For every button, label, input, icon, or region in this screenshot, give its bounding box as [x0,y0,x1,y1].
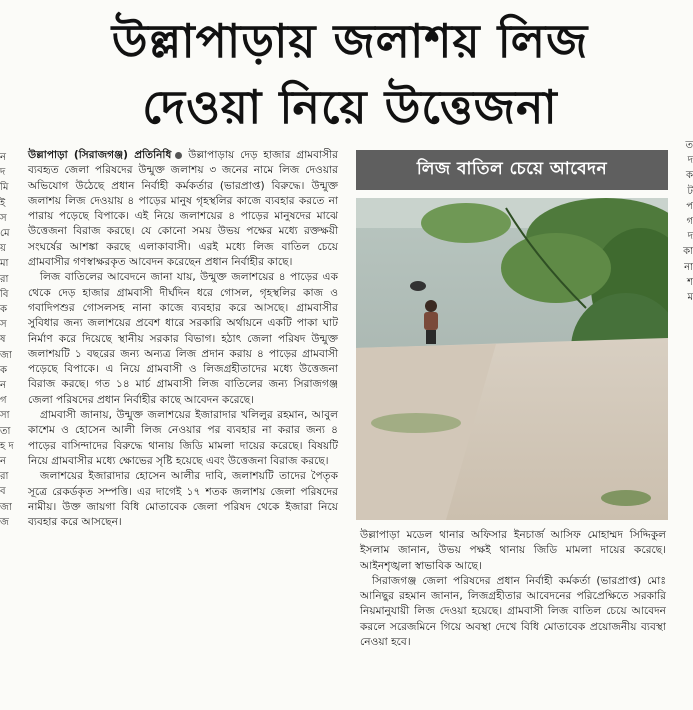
right-paragraph-2: সিরাজগঞ্জ জেলা পরিষদের প্রধান নির্বাহী কর্মকর্তা (ভারপ্রাপ্ত) মোঃ আনিছুর রহমান জানান, লিজগ্রহীতার আবেদনের পরিপ্রেক্ষিতে সরকারি নিয়মানুযায়ী লিজ দেওয়া হয়েছে। গ্রামবাসী লিজ বাতিল চেয়ে আবেদন করলে সরেজমিনে গিয়ে অবস্থা দেখে বিধি মোতাবেক প্রয়োজনীয় ব্যবস্থা নেওয়া হবে। [360,574,666,649]
paragraph-2: লিজ বাতিলের আবেদনে জানা যায়, উন্মুক্ত জলাশয়ের ৪ পাড়ের এক থেকে দেড় হাজার গ্রামবাসী দীর্ঘদিন ধরে গোসল, গৃহস্থলির কাজ ও গবাদিপশুর গোসলসহ নানা কাজে ব্যবহার করে আসছে। গ্রামবাসীর সুবিধার জন্য জলাশয়ের প্রবেশ ধারে সরকারি অর্থায়নে একটি পাকা ঘাট নির্মাণ করে দিয়েছে স্থানীয় সরকার বিভাগ। হঠাৎ জেলা পরিষদ উন্মুক্ত জলাশয়টি ১ বছরের জন্য অন্যত্র লিজ প্রদান করায় ৪ পাড়ের গ্রামবাসী পড়েছে বিপাকে। এ নিয়ে গ্রামবাসী ও লিজগ্রহীতাদের মধ্যে উত্তেজনা বিরাজ করছে। গত ১৪ মার্চ গ্রামবাসী লিজ বাতিলের জন্য সিরাজগঞ্জ জেলা পরিষদের প্রধান নির্বাহীর কাছে আবেদন করেছে। [28,271,338,406]
news-photo [356,198,668,520]
photo-caption: লিজ বাতিল চেয়ে আবেদন [416,159,608,179]
headline-line-1: উল্লাপাড়ায় জলাশয় লিজ [111,14,589,68]
paragraph-1-text: উল্লাপাড়ায় দেড় হাজার গ্রামবাসীর ব্যবহৃত জেলা পরিষদের উন্মুক্ত জলাশয় ৩ জনের নামে লিজ দেওয়ার অভিযোগ উঠেছে প্রধান নির্বাহী কর্মকর্তার (ভারপ্রাপ্ত) বিরুদ্ধে। উন্মুক্ত জলাশয় লিজ দেওয়ায় ৪ পাড়ের মানুষ গৃহস্থলির কাজে ব্যবহার করতে না পারায় পড়েছে বিপাকে। এই নিয়ে জলাশয়ের ৪ পাড়ের মানুষদের মাঝে উত্তেজনা বিরাজ করছে। যে কোনো সময় উভয় পক্ষের মধ্যে রক্তক্ষয়ী সংঘর্ষের আশঙ্কা করছে এলাকাবাসী। এরই মধ্যে লিজ বাতিল চেয়ে গ্রামবাসীর গণস্বাক্ষরকৃত আবেদন করেছেন প্রধান নির্বাহীর কাছে। [28,149,339,269]
paragraph-3: গ্রামবাসী জানায়, উন্মুক্ত জলাশয়ের ইজারাদার খলিলুর রহমান, আবুল কাশেম ও হোসেন আলী লিজ নেওয়ার পর ব্যবহার না করার জন্য ৪ পাড়ের বাসিন্দাদের বিরুদ্ধে থানায় জিডি মামলা দায়ের করেছে। বিষয়টি নিয়ে গ্রামবাসীর মধ্যে ক্ষোভের সৃষ্টি হয়েছে এবং উত্তেজনা বিরাজ করছে। [28,409,338,467]
article-continuation [360,528,666,650]
headline [20,8,680,140]
right-paragraph-1: উল্লাপাড়া মডেল থানার অফিসার ইনচার্জ আসিফ মোহাম্মদ সিদ্দিকুল ইসলাম জানান, উভয় পক্ষই থানায় জিডি মামলা দায়ের করেছে। আইনশৃঙ্খলা স্বাভাবিক আছে। [360,529,666,572]
paragraph-4: জলাশয়ের ইজারাদার হোসেন আলীর দাবি, জলাশয়টি তাদের পৈতৃক সূত্রে রেকর্ডকৃত সম্পত্তি। এর দাগেই ১৭ শতক জলাশয় জেলা পরিষদের নামীয়। উক্ত জায়গা বিধি মোতাবেক জেলা পরিষদ থেকে ইজারা নিয়ে ব্যবহার করে আসছেন। [28,470,338,529]
paragraph-1 [28,148,338,270]
byline: উল্লাপাড়া (সিরাজগঞ্জ) প্রতিনিধি [28,149,172,161]
headline-line-2: দেওয়া নিয়ে উত্তেজনা [142,80,558,134]
adjacent-column-left-fragment: ন দ মি ই স মে য় মা রা বি ক স ষ জা ক ন গ সা তা হ দ ন রা ব জা জ [0,152,14,528]
pond-scene-illustration [356,198,668,520]
adjacent-column-right-fragment: ত দ ক ট প গ দ কা না শ ম [683,140,693,304]
article-body [28,148,338,530]
photo-caption-bar [356,150,668,190]
bullet-icon [175,152,182,159]
